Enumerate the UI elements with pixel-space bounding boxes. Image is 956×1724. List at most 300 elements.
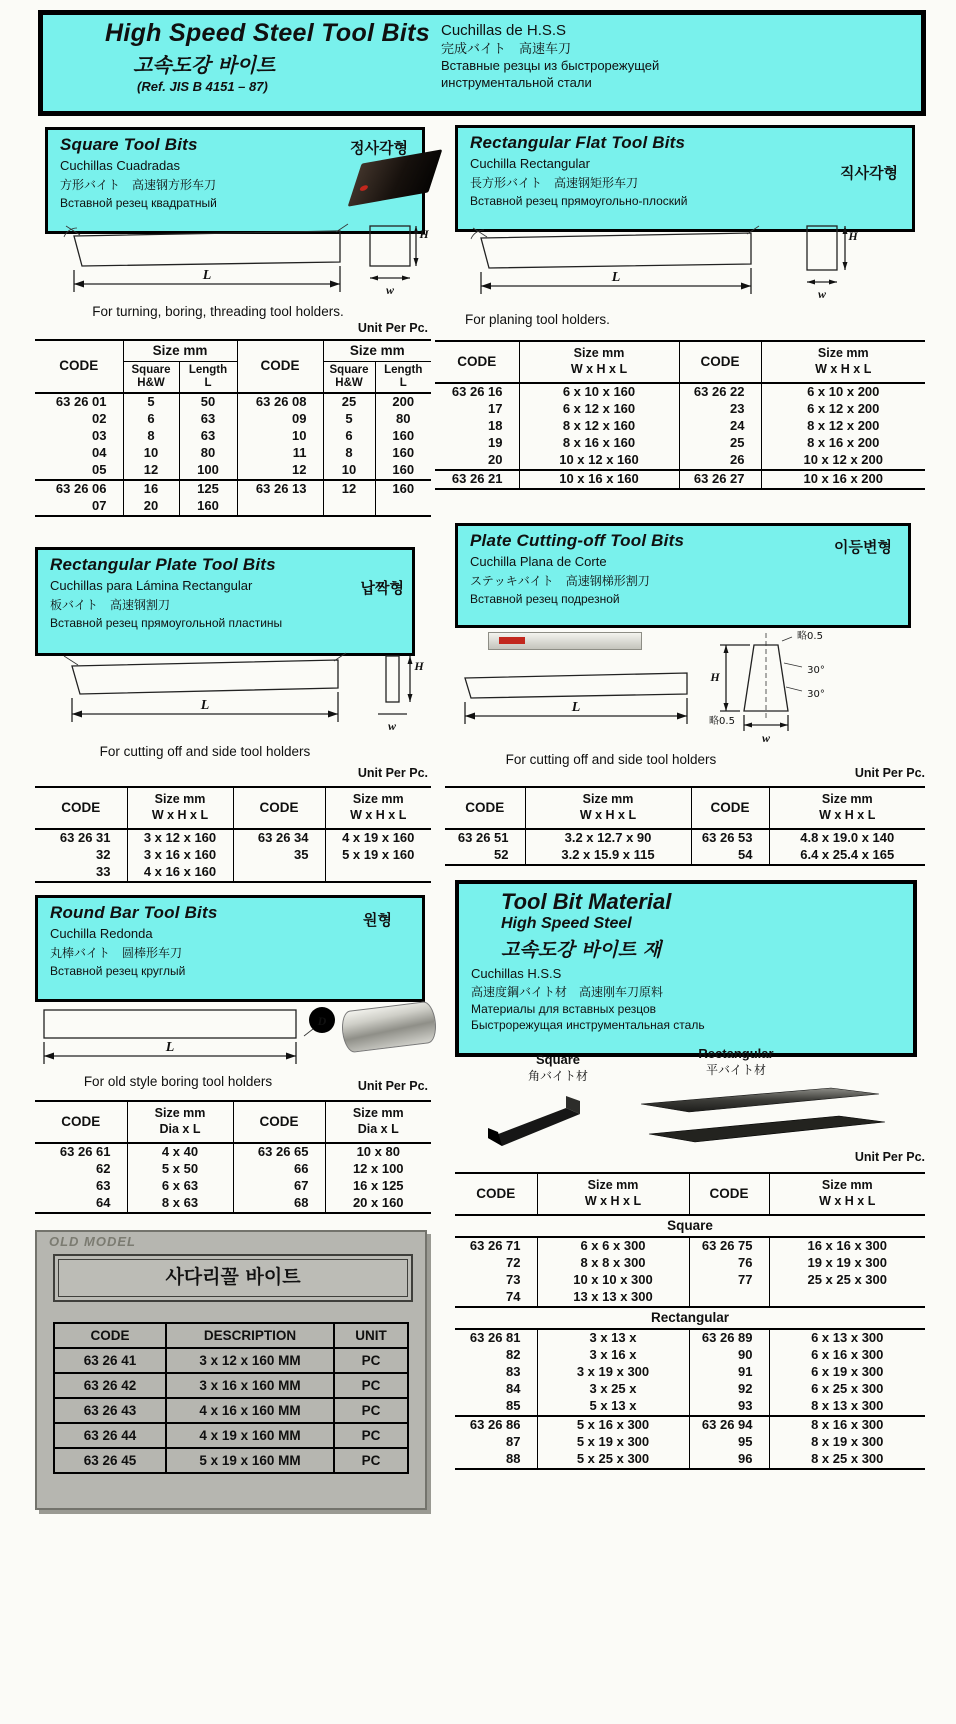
table-row [455, 1329, 925, 1347]
col-header-square-hw [323, 362, 375, 394]
table-cell: 8 x 12 x 160 [519, 418, 679, 435]
table-cell: 8 x 16 x 300 [811, 1417, 884, 1433]
table-cell: 20 [123, 498, 179, 516]
table-cell: 63 26 27 [679, 470, 761, 489]
table-block [455, 1215, 925, 1237]
table-cell: 23 [679, 401, 761, 418]
col-header-code: CODE [689, 1173, 769, 1215]
table-row [455, 1381, 925, 1398]
table-cell: 4 x 16 x 160 MM [166, 1398, 334, 1423]
section-subtitle-ru1: Материалы для вставных резцов [471, 1002, 657, 1016]
dim-label-w: w [761, 731, 771, 745]
dim-label-w: w [387, 719, 397, 733]
table-cell: PC [334, 1348, 408, 1373]
col-header-code: CODE [35, 787, 127, 829]
dim-label-approx-top: 略0.5 [797, 631, 823, 642]
table-cell: 82 [455, 1347, 537, 1364]
section-subtitle-cjk: 板バイト 高速钢割刀 [50, 598, 171, 612]
table-row [35, 1161, 431, 1178]
material-square-label-en: Square [535, 1052, 581, 1067]
table-cell: 63 [179, 428, 237, 445]
table-cell: 5 x 19 x 160 [342, 847, 415, 863]
table-cell: 3.2 x 15.9 x 115 [525, 847, 691, 865]
table-cell: 07 [35, 498, 123, 516]
table-cell: 93 [689, 1398, 769, 1416]
table-cell: 5 x 13 x [537, 1398, 689, 1416]
dim-label-L: L [571, 700, 581, 715]
table-cell: 6 x 16 x 300 [811, 1347, 884, 1363]
rect-flat-usage-note: For planing tool holders. [465, 312, 610, 327]
table-block [455, 1307, 925, 1329]
table-cell: 16 x 125 [352, 1178, 404, 1194]
header-text: Dia x L [357, 1122, 399, 1136]
table-row [35, 864, 431, 882]
table-row [54, 1448, 408, 1473]
table-cell: 3 x 25 x [537, 1381, 689, 1398]
table-row [35, 480, 431, 498]
table-cell: 20 [435, 452, 519, 470]
square-bit-diagram [38, 220, 432, 306]
table-row [455, 1398, 925, 1416]
table-cell: 10 [323, 462, 375, 480]
table-cell: 6 x 19 x 300 [811, 1364, 884, 1380]
table-cell: 6.4 x 25.4 x 165 [800, 847, 895, 863]
table-row [455, 1347, 925, 1364]
section-subtitle-es: Cuchilla Redonda [50, 926, 153, 941]
old-model-label: OLD MODEL [49, 1234, 136, 1249]
table-cell: 12 [237, 462, 323, 480]
table-cell: 25 x 25 x 300 [807, 1272, 888, 1288]
cutoff-unit-note: Unit Per Pc. [854, 766, 925, 780]
red-mark [499, 637, 525, 644]
tool-bit-material-table [455, 1172, 925, 1470]
old-model-panel [35, 1230, 427, 1510]
col-header-length [179, 362, 237, 394]
table-cell: 80 [179, 445, 237, 462]
col-header-code: CODE [445, 787, 525, 829]
table-cell: 160 [179, 498, 237, 516]
table-header [54, 1323, 408, 1348]
col-header-size [325, 1101, 431, 1143]
table-cell: 125 [179, 480, 237, 498]
cutoff-usage-note: For cutting off and side tool holders [505, 752, 717, 767]
col-header-code: CODE [455, 1173, 537, 1215]
table-cell: 33 [35, 864, 127, 882]
page-title-cjk: 完成バイト 高速车刀 [441, 41, 572, 57]
material-square-bar-photo [478, 1088, 608, 1148]
table-block [455, 1416, 925, 1469]
table-block [455, 1329, 925, 1416]
table-cell: 8 x 16 x 160 [519, 435, 679, 452]
header-text: Size mm [573, 346, 625, 361]
dim-label-L: L [200, 698, 210, 713]
section-subtitle-es: Cuchillas H.S.S [471, 966, 562, 981]
old-model-table [53, 1322, 409, 1474]
page-title-korean: 고속도강 바이트 [133, 53, 276, 77]
table-row [455, 1434, 925, 1451]
table-cell: 3 x 13 x [537, 1329, 689, 1347]
table-cell: 63 26 22 [679, 383, 761, 401]
col-header-size [537, 1173, 689, 1215]
table-cell [769, 1289, 925, 1307]
square-usage-note: For turning, boring, threading tool holders. [92, 304, 344, 319]
table-cell: 10 x 16 x 160 [519, 470, 679, 489]
table-row [455, 1416, 925, 1434]
table-cell: 4 x 16 x 160 [127, 864, 233, 882]
table-cell: 24 [679, 418, 761, 435]
table-cell: 09 [237, 411, 323, 428]
table-cell: 10 [123, 445, 179, 462]
dim-label-angle-lower: 30° [807, 689, 825, 700]
table-row [455, 1289, 925, 1307]
table-cell [689, 1289, 769, 1307]
page-header-right [441, 22, 659, 91]
table-cell: 12 [123, 462, 179, 480]
header-text: Size mm [154, 792, 206, 807]
rect-flat-tool-bits-header [455, 125, 915, 232]
table-cell: 6 x 10 x 200 [807, 384, 880, 400]
page-title-ru1: Вставные резцы из быстрорежущей [441, 58, 660, 74]
table-cell: 63 26 44 [54, 1423, 166, 1448]
table-cell: 16 x 16 x 300 [807, 1238, 888, 1254]
rect-plate-tool-bits-table [35, 786, 431, 883]
table-cell: 63 26 08 [237, 393, 323, 411]
rect-plate-usage-note: For cutting off and side tool holders [99, 744, 311, 759]
table-row [35, 462, 431, 480]
table-cell: 13 x 13 x 300 [537, 1289, 689, 1307]
table-row [435, 435, 925, 452]
header-text: Size mm [352, 1106, 404, 1121]
rect-flat-tool-bits-table [435, 340, 925, 490]
table-cell: 5 x 16 x 300 [537, 1416, 689, 1434]
rect-plate-unit-note: Unit Per Pc. [357, 766, 428, 780]
table-cell: 6 x 13 x 300 [811, 1330, 884, 1346]
table-cell: 8 x 25 x 300 [811, 1451, 884, 1467]
table-block [35, 829, 431, 882]
table-cell: 19 x 19 x 300 [807, 1255, 888, 1271]
header-text: W x H x L [579, 808, 637, 822]
table-cell: 84 [455, 1381, 537, 1398]
table-cell: 6 x 12 x 160 [519, 401, 679, 418]
table-block [35, 393, 431, 480]
table-cell: 04 [35, 445, 123, 462]
table-cell: 25 [679, 435, 761, 452]
round-bar-unit-note: Unit Per Pc. [357, 1079, 428, 1093]
table-cell [375, 498, 431, 516]
page-ref: (Ref. JIS B 4151 – 87) [137, 79, 268, 94]
table-row [435, 470, 925, 489]
table-cell: 63 26 21 [435, 470, 519, 489]
col-header-size [525, 787, 691, 829]
section-subtitle: High Speed Steel [501, 915, 632, 932]
section-badge-korean: 정사각형 [350, 139, 408, 157]
table-cell: 12 [323, 480, 375, 498]
material-square-label [498, 1052, 618, 1084]
table-cell: 200 [392, 394, 415, 410]
material-square-label-cjk: 角バイト材 [527, 1068, 588, 1083]
table-cell: 3 x 12 x 160 [127, 829, 233, 847]
header-text: W x H x L [819, 808, 876, 822]
col-header-code: CODE [691, 787, 769, 829]
table-cell: 3 x 16 x 160 MM [166, 1373, 334, 1398]
section-subtitle-ru2: Быстрорежущая инструментальная сталь [471, 1018, 705, 1032]
section-badge-korean: 납짝형 [360, 579, 404, 597]
square-unit-note: Unit Per Pc. [357, 321, 428, 335]
header-text: W x H x L [350, 808, 407, 822]
table-row [35, 847, 431, 864]
old-model-title: 사다리꼴 바이트 [53, 1254, 413, 1302]
table-cell: 6 x 6 x 300 [537, 1237, 689, 1255]
table-row [455, 1255, 925, 1272]
table-cell: 87 [455, 1434, 537, 1451]
table-cell: 3 x 12 x 160 MM [166, 1348, 334, 1373]
table-row [35, 393, 431, 411]
table-cell: 92 [689, 1381, 769, 1398]
table-cell: 91 [689, 1364, 769, 1381]
table-cell: 4 x 19 x 160 MM [166, 1423, 334, 1448]
dim-label-D: D [317, 1014, 327, 1028]
dim-label-approx-bottom: 略0.5 [709, 716, 735, 727]
section-subtitle-ru: Вставной резец прямоугольно-плоский [470, 194, 688, 208]
material-rect-bar-photo [635, 1082, 887, 1144]
table-cell: 64 [35, 1195, 127, 1213]
table-block [435, 383, 925, 470]
table-cell: 96 [689, 1451, 769, 1469]
header-text: Size mm [582, 792, 634, 807]
page-title-es: Cuchillas de H.S.S [441, 22, 567, 39]
table-cell: 52 [445, 847, 525, 865]
section-title: Tool Bit Material [501, 889, 672, 914]
table-cell: 8 [123, 428, 179, 445]
table-block [54, 1348, 408, 1473]
table-cell: 5 x 19 x 160 MM [166, 1448, 334, 1473]
page-title-ru2: инструментальной стали [441, 74, 592, 90]
table-cell: 6 x 25 x 300 [811, 1381, 884, 1397]
section-title: Rectangular Flat Tool Bits [470, 133, 686, 152]
table-row [435, 383, 925, 401]
table-cell: 160 [392, 428, 415, 444]
table-cell: 3 x 19 x 300 [537, 1364, 689, 1381]
table-cell: 4 x 40 [127, 1143, 233, 1161]
table-cell: 63 26 41 [54, 1348, 166, 1373]
col-header-length [375, 362, 431, 394]
section-badge-korean: 이등변형 [834, 538, 892, 556]
section-title: Square Tool Bits [60, 135, 198, 154]
table-cell: 20 x 160 [352, 1195, 404, 1211]
header-text: H&W [335, 377, 363, 389]
page-title: High Speed Steel Tool Bits [105, 19, 430, 47]
table-row [54, 1348, 408, 1373]
table-block [35, 1143, 431, 1213]
col-header-code: CODE [237, 340, 323, 393]
table-cell: 88 [455, 1451, 537, 1469]
table-row [455, 1451, 925, 1469]
table-cell: 63 26 45 [54, 1448, 166, 1473]
table-cell: 63 26 94 [689, 1416, 769, 1434]
table-row [35, 1143, 431, 1161]
dim-label-L: L [165, 1040, 175, 1055]
header-text: L [204, 377, 212, 389]
round-bar-usage-note: For old style boring tool holders [83, 1074, 273, 1089]
dim-label-H: H [414, 659, 424, 673]
table-cell [237, 498, 323, 516]
table-cell: 76 [689, 1255, 769, 1272]
table-cell: 11 [237, 445, 323, 462]
header-text: Size mm [821, 1178, 873, 1193]
section-subtitle-es: Cuchilla Rectangular [470, 156, 590, 171]
square-tool-bits-table [35, 339, 431, 517]
section-subtitle-cjk: 丸棒バイト 圆棒形车刀 [50, 946, 183, 960]
cutoff-side-diagram [455, 658, 705, 730]
table-cell: 8 [323, 445, 375, 462]
header-text: Size mm [821, 792, 873, 807]
table-cell: 73 [455, 1272, 537, 1289]
dim-label-L: L [202, 268, 212, 283]
table-row [435, 401, 925, 418]
table-cell: 16 [123, 480, 179, 498]
col-header-code: CODE [35, 1101, 127, 1143]
section-title: Rectangular Plate Tool Bits [50, 555, 276, 574]
table-cell: 8 x 16 x 200 [807, 435, 880, 451]
header-text: W x H x L [819, 1194, 876, 1208]
table-cell: 03 [35, 428, 123, 445]
table-cell: 63 26 89 [689, 1329, 769, 1347]
table-cell: 25 [323, 393, 375, 411]
header-text: Square [329, 364, 369, 377]
table-cell: 3 x 16 x 160 [127, 847, 233, 864]
dim-label-w: w [817, 287, 827, 301]
table-cell: PC [334, 1423, 408, 1448]
table-cell: 5 [123, 393, 179, 411]
red-dot [359, 185, 369, 192]
table-cell: 66 [233, 1161, 325, 1178]
table-cell: 63 26 61 [35, 1143, 127, 1161]
section-title-korean: 고속도강 바이트 재 [501, 939, 662, 961]
table-cell: PC [334, 1398, 408, 1423]
plate-cutoff-tool-bits-table [445, 786, 925, 866]
table-row [35, 498, 431, 516]
table-cell: 63 26 81 [455, 1329, 537, 1347]
table-cell: 63 26 31 [35, 829, 127, 847]
header-text: W x H x L [584, 1194, 642, 1208]
dim-label-angle-upper: 30° [807, 665, 825, 676]
header-text: Size mm [587, 1178, 639, 1193]
table-row [435, 452, 925, 470]
table-cell: 63 [179, 411, 237, 428]
table-cell: 63 26 51 [445, 829, 525, 847]
round-bar-tool-bits-table [35, 1100, 431, 1214]
header-text: W x H x L [151, 808, 209, 822]
table-cell: 63 26 86 [455, 1416, 537, 1434]
table-cell: 160 [392, 481, 415, 497]
table-row [54, 1423, 408, 1448]
table-cell: 8 x 13 x 300 [811, 1398, 884, 1414]
table-cell: 63 26 71 [455, 1237, 537, 1255]
round-bar-diagram [38, 1002, 338, 1068]
table-cell: 62 [35, 1161, 127, 1178]
section-badge-korean: 원형 [363, 911, 392, 929]
section-subtitle-cjk: ステッキバイト 高速钢梯形割刀 [470, 574, 650, 588]
col-header-code: CODE [233, 1101, 325, 1143]
col-header-code: CODE [35, 340, 123, 393]
col-header-code: CODE [233, 787, 325, 829]
header-text: Size mm [352, 792, 404, 807]
table-cell: 05 [35, 462, 123, 480]
table-cell: 35 [233, 847, 325, 864]
table-cell: 63 26 16 [435, 383, 519, 401]
table-row [445, 829, 925, 847]
section-subtitle-es: Cuchilla Plana de Corte [470, 554, 607, 569]
table-cell: 63 26 01 [35, 393, 123, 411]
table-cell: 5 x 19 x 300 [537, 1434, 689, 1451]
table-cell: 63 26 65 [233, 1143, 325, 1161]
rect-plate-bit-diagram [38, 648, 432, 740]
header-text: Dia x L [159, 1122, 201, 1136]
tool-bit-material-header [455, 880, 917, 1057]
table-cell: 67 [233, 1178, 325, 1195]
table-group-title: Square [667, 1217, 713, 1233]
table-block [435, 470, 925, 489]
col-header-code: CODE [435, 341, 519, 383]
header-text: Length [188, 364, 228, 377]
col-header-size [325, 787, 431, 829]
table-row [35, 1195, 431, 1213]
header-text: Square [131, 364, 171, 377]
header-text: L [399, 377, 407, 389]
dim-label-H: H [419, 227, 429, 241]
table-cell: 5 x 25 x 300 [537, 1451, 689, 1469]
section-subtitle-ru: Вставной резец подрезной [470, 592, 620, 606]
header-text: Size mm [154, 1106, 206, 1121]
table-cell: 12 x 100 [352, 1161, 404, 1177]
table-cell: 80 [396, 411, 411, 427]
table-row [445, 847, 925, 865]
section-subtitle-cjk: 長方形バイト 高速钢矩形车刀 [470, 176, 639, 190]
table-cell: 32 [35, 847, 127, 864]
material-rect-label-cjk: 平バイト材 [705, 1062, 766, 1077]
section-title: Round Bar Tool Bits [50, 903, 218, 922]
table-row [455, 1364, 925, 1381]
col-header-unit: UNIT [334, 1323, 408, 1348]
table-cell [323, 498, 375, 516]
header-text: H&W [137, 377, 165, 389]
table-cell: 8 x 63 [127, 1195, 233, 1213]
table-header [35, 1101, 431, 1143]
table-row [35, 411, 431, 428]
table-cell: 19 [435, 435, 519, 452]
table-block [455, 1237, 925, 1307]
table-group-row [455, 1215, 925, 1237]
col-header-size: Size mm [123, 340, 237, 362]
table-row [54, 1373, 408, 1398]
col-header-code: CODE [54, 1323, 166, 1348]
table-cell: 85 [455, 1398, 537, 1416]
col-header-description: DESCRIPTION [166, 1323, 334, 1348]
table-cell: 72 [455, 1255, 537, 1272]
table-cell: 63 26 34 [233, 829, 325, 847]
table-group-row [455, 1307, 925, 1329]
table-header [455, 1173, 925, 1215]
section-subtitle-cjk: 方形バイト 高速钢方形车刀 [60, 178, 217, 192]
table-cell: 63 26 42 [54, 1373, 166, 1398]
table-cell: 74 [455, 1289, 537, 1307]
table-cell: PC [334, 1448, 408, 1473]
table-cell: 63 26 06 [35, 480, 123, 498]
table-cell: 5 x 50 [127, 1161, 233, 1178]
section-subtitle-ru: Вставной резец прямоугольной пластины [50, 616, 283, 630]
table-cell: 6 x 63 [127, 1178, 233, 1195]
table-cell: 26 [679, 452, 761, 470]
